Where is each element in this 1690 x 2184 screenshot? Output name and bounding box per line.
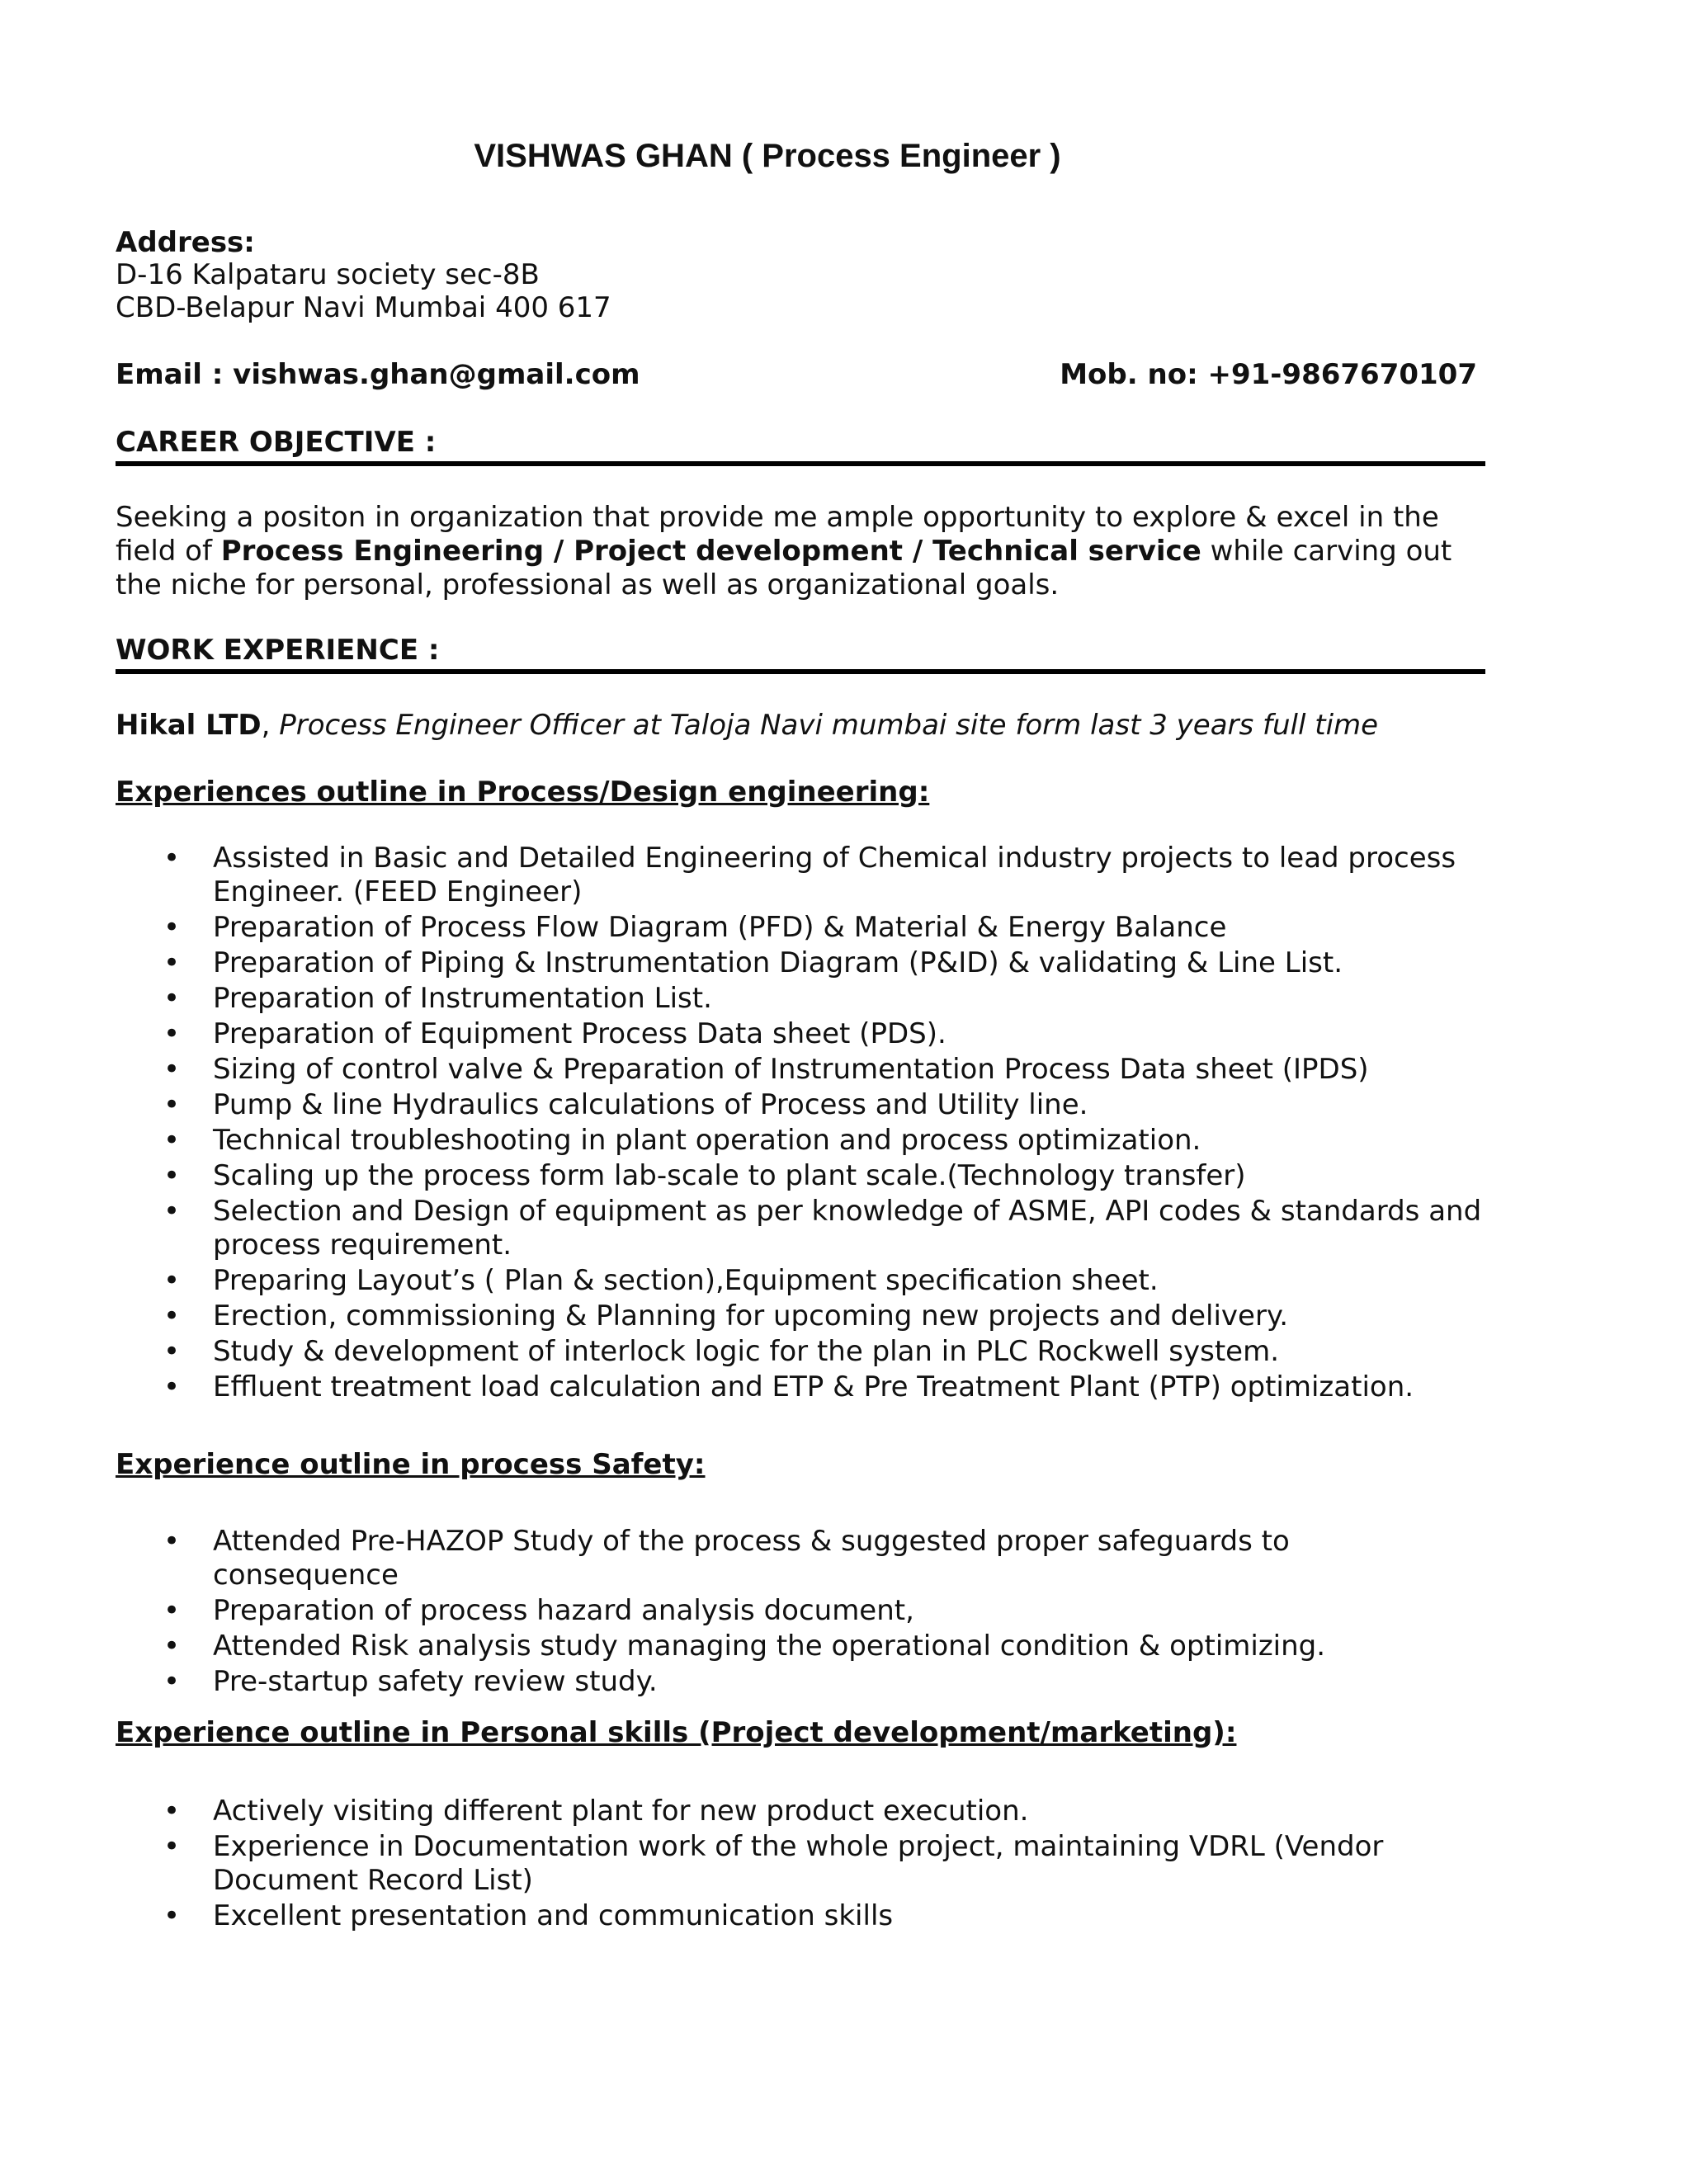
list-item-text: Pre-startup safety review study.: [213, 1665, 658, 1698]
list-item: [116, 1124, 1484, 1158]
list-item-text: Preparation of Equipment Process Data sheet (PDS).: [213, 1017, 946, 1050]
list-item-text: Preparing Layout’s ( Plan & section),Equipment specification sheet.: [213, 1264, 1159, 1297]
list-item: [116, 1335, 1484, 1369]
bullet-icon: •: [163, 946, 181, 979]
list-item-text: Erection, commissioning & Planning for upcoming new projects and delivery.: [213, 1300, 1289, 1333]
bullet-icon: •: [163, 1088, 181, 1121]
career-objective-heading: CAREER OBJECTIVE :: [116, 426, 437, 459]
list-item-text: Selection and Design of equipment as per knowledge of ASME, API codes & standards and process requirement.: [213, 1195, 1482, 1262]
list-item: [116, 1665, 1484, 1699]
bullet-icon: •: [163, 1899, 181, 1932]
list-item: [116, 1159, 1484, 1193]
list-item: [116, 1594, 1484, 1628]
list-item: [116, 1525, 1484, 1592]
contact-row: [116, 358, 1477, 392]
email-text: Email : vishwas.ghan@gmail.com: [116, 358, 640, 391]
list-item: [116, 1300, 1484, 1333]
personal-skills-list: [116, 1795, 1485, 1935]
list-item: [116, 1630, 1484, 1663]
bullet-icon: •: [163, 1300, 181, 1333]
list-item: [116, 1830, 1484, 1898]
list-item-text: Study & development of interlock logic for the plan in PLC Rockwell system.: [213, 1335, 1280, 1368]
list-item-text: Attended Pre-HAZOP Study of the process & suggested proper safeguards to consequence: [213, 1525, 1290, 1592]
list-item-text: Scaling up the process form lab-scale to plant scale.(Technology transfer): [213, 1159, 1246, 1192]
process-design-heading: Experiences outline in Process/Design engineering:: [116, 776, 930, 809]
employer-line: [116, 709, 1485, 743]
list-item-text: Attended Risk analysis study managing the operational condition & optimizing.: [213, 1630, 1326, 1663]
list-item-text: Sizing of control valve & Preparation of Instrumentation Process Data sheet (IPDS): [213, 1053, 1369, 1086]
list-item-text: Preparation of process hazard analysis document,: [213, 1594, 914, 1627]
list-item-text: Pump & line Hydraulics calculations of Process and Utility line.: [213, 1088, 1088, 1121]
bullet-icon: •: [163, 1830, 181, 1863]
list-item-text: Actively visiting different plant for new product execution.: [213, 1795, 1029, 1828]
bullet-icon: •: [163, 982, 181, 1015]
list-item-text: Assisted in Basic and Detailed Engineering of Chemical industry projects to lead process Engineer. (FEED Engineer): [213, 842, 1456, 908]
objective-text-prefix: Seeking a positon in organization that provide me ample opportunity to explore & excel in the field of: [116, 501, 1439, 568]
list-item-text: Technical troubleshooting in plant operation and process optimization.: [213, 1124, 1201, 1157]
process-safety-heading: Experience outline in process Safety:: [116, 1448, 706, 1481]
work-experience-heading: WORK EXPERIENCE :: [116, 634, 440, 667]
career-objective-text: [116, 501, 1485, 602]
process-safety-list: [116, 1525, 1485, 1701]
list-item: [116, 1370, 1484, 1404]
list-item-text: Experience in Documentation work of the whole project, maintaining VDRL (Vendor Document Record List): [213, 1830, 1384, 1897]
address-line-2: CBD-Belapur Navi Mumbai 400 617: [116, 291, 611, 324]
bullet-icon: •: [163, 911, 181, 944]
process-design-list: [116, 842, 1485, 1406]
list-item: [116, 1195, 1484, 1262]
bullet-icon: •: [163, 1795, 181, 1828]
objective-text-bold: Process Engineering / Project development / Technical service: [220, 535, 1201, 568]
bullet-icon: •: [163, 1195, 181, 1228]
list-item-text: Preparation of Instrumentation List.: [213, 982, 712, 1015]
list-item: [116, 1088, 1484, 1122]
employer-name: Hikal LTD: [116, 709, 262, 742]
bullet-icon: •: [163, 1017, 181, 1050]
career-objective-rule: [116, 461, 1485, 466]
employer-role: Process Engineer Officer at Taloja Navi mumbai site form last 3 years full time: [279, 709, 1379, 742]
bullet-icon: •: [163, 1665, 181, 1698]
work-experience-rule: [116, 669, 1485, 674]
bullet-icon: •: [163, 1124, 181, 1157]
list-item-text: Preparation of Process Flow Diagram (PFD) & Material & Energy Balance: [213, 911, 1227, 944]
list-item: [116, 1795, 1484, 1828]
list-item: [116, 1017, 1484, 1051]
list-item-text: Preparation of Piping & Instrumentation Diagram (P&ID) & validating & Line List.: [213, 946, 1343, 979]
bullet-icon: •: [163, 1630, 181, 1663]
bullet-icon: •: [163, 1335, 181, 1368]
address-label: Address:: [116, 226, 255, 259]
bullet-icon: •: [163, 1594, 181, 1627]
bullet-icon: •: [163, 1159, 181, 1192]
list-item: [116, 842, 1484, 909]
list-item: [116, 1264, 1484, 1298]
bullet-icon: •: [163, 842, 181, 875]
resume-title: VISHWAS GHAN ( Process Engineer ): [474, 138, 1061, 174]
list-item-text: Effluent treatment load calculation and ETP & Pre Treatment Plant (PTP) optimization.: [213, 1370, 1414, 1403]
personal-skills-heading: Experience outline in Personal skills (Project development/marketing):: [116, 1716, 1237, 1749]
objective-text-suffix: while carving out the niche for personal, professional as well as organizational goals.: [116, 535, 1452, 601]
list-item: [116, 1053, 1484, 1087]
list-item: [116, 1899, 1484, 1933]
bullet-icon: •: [163, 1370, 181, 1403]
employer-separator: ,: [261, 709, 280, 742]
list-item: [116, 911, 1484, 945]
bullet-icon: •: [163, 1525, 181, 1558]
list-item: [116, 982, 1484, 1016]
list-item-text: Excellent presentation and communication skills: [213, 1899, 894, 1932]
bullet-icon: •: [163, 1264, 181, 1297]
bullet-icon: •: [163, 1053, 181, 1086]
list-item: [116, 946, 1484, 980]
address-line-1: D-16 Kalpataru society sec-8B: [116, 258, 540, 291]
mobile-text: Mob. no: +91-9867670107: [1060, 358, 1477, 391]
